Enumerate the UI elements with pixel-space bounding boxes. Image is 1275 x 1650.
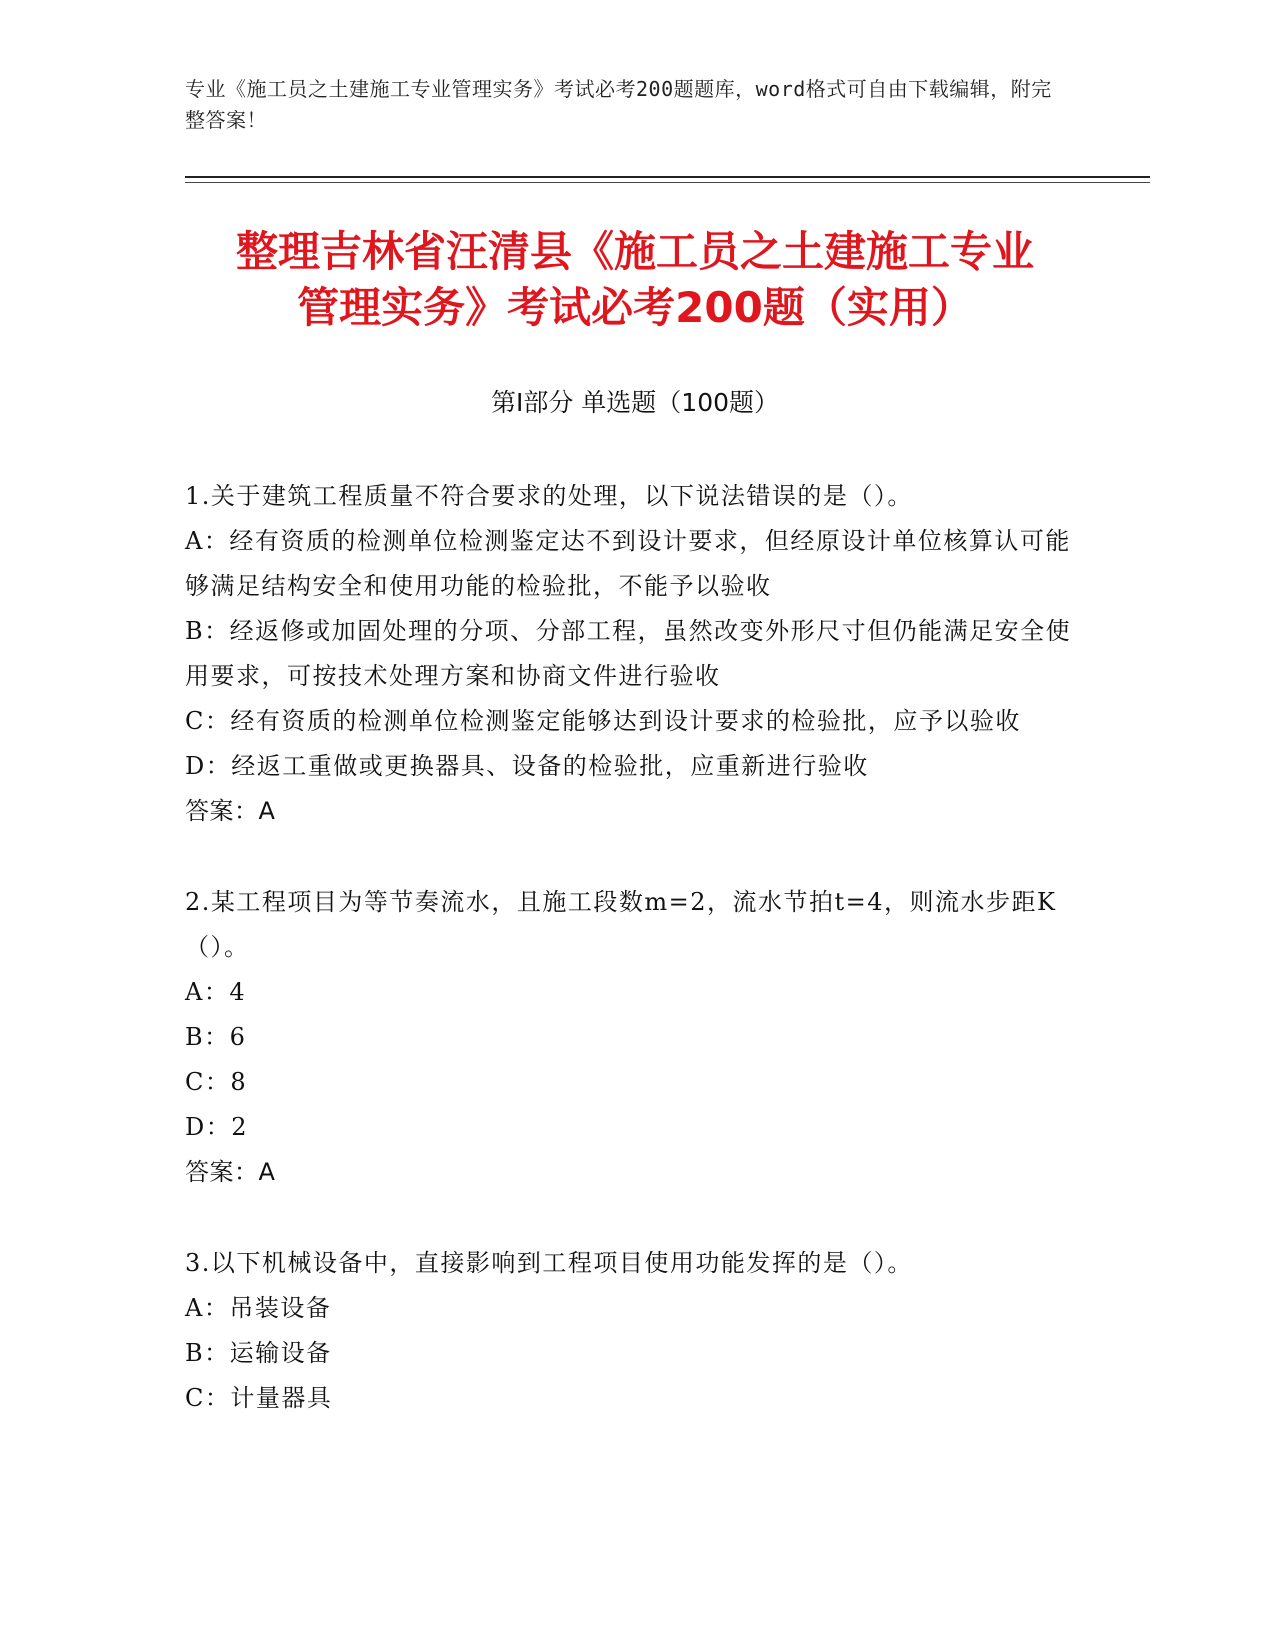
answer: 答案：A bbox=[185, 797, 276, 825]
question-2 bbox=[185, 880, 1075, 1195]
question-list bbox=[185, 474, 1075, 1467]
header-rule-thick bbox=[185, 176, 1150, 178]
question-stem: 2.某工程项目为等节奏流水，且施工段数m=2，流水节拍t=4，则流水步距K（）。 bbox=[185, 888, 1057, 961]
document-title bbox=[185, 224, 1085, 336]
option-a: A：4 bbox=[185, 978, 247, 1006]
option-c: C：8 bbox=[185, 1068, 248, 1096]
option-b: B：6 bbox=[185, 1023, 247, 1051]
question-1 bbox=[185, 474, 1075, 834]
option-b: B：运输设备 bbox=[185, 1339, 332, 1367]
option-c: C：经有资质的检测单位检测鉴定能够达到设计要求的检验批，应予以验收 bbox=[185, 707, 1021, 735]
title-line-2: 管理实务》考试必考200题（实用） bbox=[297, 283, 973, 332]
header-rule-thin bbox=[185, 182, 1150, 183]
question-3 bbox=[185, 1241, 1075, 1421]
question-stem: 1.关于建筑工程质量不符合要求的处理，以下说法错误的是（）。 bbox=[185, 482, 913, 510]
option-d: D：2 bbox=[185, 1113, 249, 1141]
option-b: B：经返修或加固处理的分项、分部工程，虽然改变外形尺寸但仍能满足安全使用要求，可按技术处理方案和协商文件进行验收 bbox=[185, 617, 1072, 690]
option-c: C：计量器具 bbox=[185, 1384, 333, 1412]
option-a: A：吊装设备 bbox=[185, 1294, 332, 1322]
option-d: D：经返工重做或更换器具、设备的检验批，应重新进行验收 bbox=[185, 752, 869, 780]
section-heading: 第Ⅰ部分 单选题（100题） bbox=[490, 388, 780, 417]
question-stem: 3.以下机械设备中，直接影响到工程项目使用功能发挥的是（）。 bbox=[185, 1249, 913, 1277]
header-note: 专业《施工员之土建施工专业管理实务》考试必考200题题库，word格式可自由下载编辑，附完整答案！ bbox=[185, 77, 1052, 132]
title-line-1: 整理吉林省汪清县《施工员之土建施工专业 bbox=[235, 227, 1034, 276]
answer: 答案：A bbox=[185, 1158, 276, 1186]
option-a: A：经有资质的检测单位检测鉴定达不到设计要求，但经原设计单位核算认可能够满足结构安全和使用功能的检验批，不能予以验收 bbox=[185, 527, 1071, 600]
